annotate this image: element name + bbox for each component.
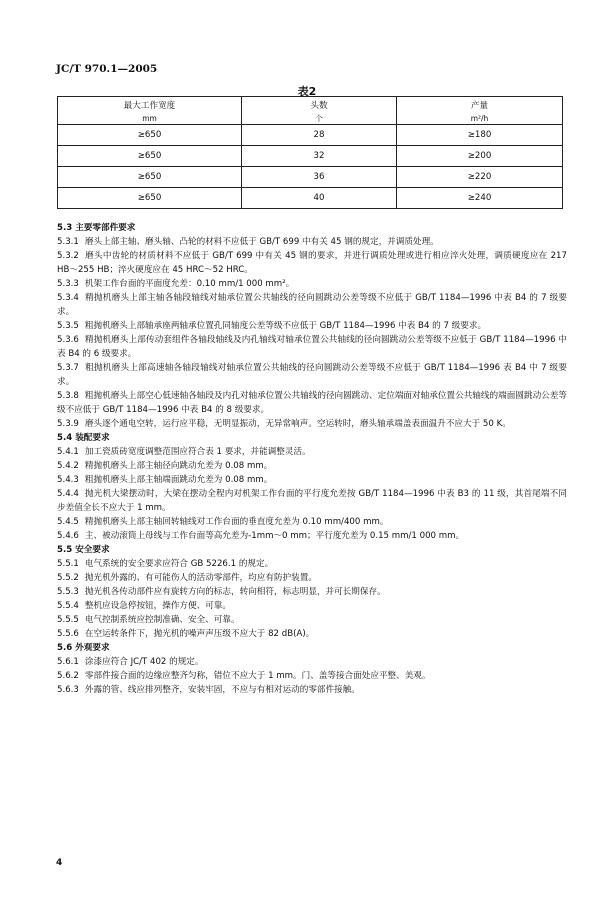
table-cell: 28 [242, 125, 397, 146]
clause-number: 5.4.4 [57, 489, 79, 499]
clause-number: 5.6.1 [57, 657, 79, 667]
clause [57, 613, 567, 627]
section-heading: 5.5 安全要求 [57, 545, 110, 555]
clause-number: 5.3.5 [57, 321, 79, 331]
clause-text: 电气系统的安全要求应符合 GB 5226.1 的规定。 [84, 559, 274, 569]
clause-text: 磨头逐个通电空转，运行应平稳，无明显振动，无异常响声。空运转时，磨头轴承端盖表面温升不应大于 50 K。 [84, 419, 511, 429]
clause-number: 5.5.6 [57, 629, 79, 639]
table-cell: ≥650 [58, 125, 242, 146]
table-cell: 32 [242, 146, 397, 167]
table-row [58, 167, 563, 188]
clause-text: 机架工作台面的平面度允差：0.10 mm/1 000 mm²。 [84, 279, 295, 289]
clause-number: 5.4.2 [57, 461, 79, 471]
clause-text: 粗抛机磨头上部轴承座两轴承位置孔同轴度公差等级不应低于 GB/T 1184—1996 中表 B4 的 7 级要求。 [84, 321, 487, 331]
clause [57, 571, 567, 585]
clause-text: 粗抛机磨头上部主轴端面跳动允差为 0.08 mm。 [84, 475, 273, 485]
table-header-row [58, 97, 563, 113]
clause-number: 5.5.3 [57, 587, 79, 597]
clause-text: 粗抛机磨头上部高速轴各轴段轴线对轴承位置公共轴线的径向圆跳动公差等级不应低于 GB/T 1184—1996 表 B4 中 7 级要求。 [57, 363, 567, 387]
clause [57, 515, 567, 529]
clause-number: 5.3.6 [57, 335, 79, 345]
clause-number: 5.4.6 [57, 531, 79, 541]
clause [57, 291, 567, 319]
clause-text: 在空运转条件下，抛光机的噪声声压级不应大于 82 dB(A)。 [84, 629, 315, 639]
unit-output: m²/h [397, 112, 563, 125]
clause-number: 5.4.1 [57, 447, 79, 457]
table-cell: ≥650 [58, 146, 242, 167]
clause-number: 5.3.8 [57, 391, 79, 401]
unit-heads: 个 [242, 112, 397, 125]
clause-text: 加工瓷质砖宽度调整范围应符合表 1 要求，并能调整灵活。 [84, 447, 311, 457]
section-heading: 5.6 外观要求 [57, 643, 110, 653]
standard-header: JC/T 970.1—2005 [56, 63, 158, 75]
header-output: 产量 [397, 97, 563, 113]
table-row [58, 146, 563, 167]
clause-text: 磨头上部主轴、磨头轴、凸轮的材料不应低于 GB/T 699 中有关 45 钢的规定，并调质处理。 [84, 237, 439, 247]
clause-text: 抛光机大梁摆动时，大梁在摆动全程内对机架工作台面的平行度允差按 GB/T 1184—1996 中表 B3 的 11 级，其首尾端不同步差值全长不应大于 1 mm。 [57, 489, 567, 513]
clause [57, 627, 567, 641]
clause-number: 5.5.1 [57, 559, 79, 569]
clause-text: 整机应设急停按钮，操作方便、可靠。 [84, 601, 231, 611]
clause-number: 5.3.9 [57, 419, 79, 429]
clause [57, 445, 567, 459]
clause [57, 277, 567, 291]
clause [57, 249, 567, 277]
clause-number: 5.4.3 [57, 475, 79, 485]
clause-text: 磨头中齿轮的材质材料不应低于 GB/T 699 中有关 45 钢的要求，并进行调质处理或进行相应淬火处理，调质硬度应在 217 HB～255 HB；淬火硬度应在 45 HRC～52 HRC。 [57, 251, 567, 275]
table-cell: ≥180 [397, 125, 563, 146]
clause [57, 683, 567, 697]
clause-number: 5.3.2 [57, 251, 79, 261]
table-unit-row [58, 112, 563, 125]
table-cell: ≥220 [397, 167, 563, 188]
clause [57, 473, 567, 487]
table-cell: ≥240 [397, 188, 563, 209]
table-2 [57, 96, 563, 209]
document-body [57, 221, 567, 697]
clause [57, 599, 567, 613]
clause [57, 459, 567, 473]
clause [57, 669, 567, 683]
section-heading: 5.4 装配要求 [57, 433, 110, 443]
clause-number: 5.3.7 [57, 363, 79, 373]
clause-text: 涂漆应符合 JC/T 402 的规定。 [84, 657, 204, 667]
table-row [58, 188, 563, 209]
table-caption: 表2 [297, 85, 317, 98]
clause-text: 抛光机各传动部件应有旋转方向的标志，转向相符，标志明显，并可长期保存。 [84, 587, 386, 597]
clause-text: 粗抛机磨头上部空心低速轴各轴段及内孔对轴承位置公共轴线的径向圆跳动、定位端面对轴承位置公共轴线的端面圆跳动公差等级不应低于 GB/T 1184—1996 中表 B4 的 8 级要求。 [57, 391, 567, 415]
table-cell: 40 [242, 188, 397, 209]
clause [57, 389, 567, 417]
clause [57, 655, 567, 669]
clause-text: 主、被动滚筒上母线与工作台面等高允差为-1mm～0 mm；平行度允差为 0.15 mm/1 000 mm。 [84, 531, 465, 541]
header-heads: 头数 [242, 97, 397, 113]
clause [57, 529, 567, 543]
table-cell: ≥650 [58, 167, 242, 188]
clause [57, 487, 567, 515]
clause-text: 精抛机磨头上部主轴径向跳动允差为 0.08 mm。 [84, 461, 273, 471]
table-cell: 36 [242, 167, 397, 188]
clause-text: 精抛机磨头上部主轴回转轴线对工作台面的垂直度允差为 0.10 mm/400 mm。 [84, 517, 389, 527]
clause-number: 5.5.2 [57, 573, 79, 583]
table-cell: ≥650 [58, 188, 242, 209]
clause [57, 417, 567, 431]
clause-text: 抛光机外露的、有可能伤人的活动零部件，均应有防护装置。 [84, 573, 317, 583]
clause-text: 外露的管、线应排列整齐，安装牢固，不应与有相对运动的零部件接触。 [84, 685, 360, 695]
clause [57, 235, 567, 249]
clause [57, 319, 567, 333]
clause-text: 精抛机磨头上部传动套组件各轴段轴线及内孔轴线对轴承位置公共轴线的径向圆跳动公差等级不应低于 GB/T 1184—1996 中表 B4 的 6 级要求。 [57, 335, 567, 359]
clause-number: 5.3.3 [57, 279, 79, 289]
clause [57, 557, 567, 571]
clause-number: 5.5.4 [57, 601, 79, 611]
clause-number: 5.4.5 [57, 517, 79, 527]
clause [57, 333, 567, 361]
clause-text: 电气控制系统应控制准确、安全、可靠。 [84, 615, 240, 625]
clause-number: 5.6.3 [57, 685, 79, 695]
section-heading: 5.3 主要零部件要求 [57, 223, 136, 233]
unit-width: mm [58, 112, 242, 125]
clause-number: 5.3.4 [57, 293, 79, 303]
header-width: 最大工作宽度 [58, 97, 242, 113]
clause-text: 精抛机磨头上部主轴各轴段轴线对轴承位置公共轴线的径向圆跳动公差等级不应低于 GB/T 1184—1996 中表 B4 的 7 级要求。 [57, 293, 567, 317]
clause-number: 5.6.2 [57, 671, 79, 681]
clause-text: 零部件接合面的边缘应整齐匀称，错位不应大于 1 mm。门、盖等接合面处应平整、美观。 [84, 671, 431, 681]
clause-number: 5.3.1 [57, 237, 79, 247]
table-cell: ≥200 [397, 146, 563, 167]
clause [57, 361, 567, 389]
page-number: 4 [56, 858, 63, 868]
table-row [58, 125, 563, 146]
clause-number: 5.5.5 [57, 615, 79, 625]
clause [57, 585, 567, 599]
